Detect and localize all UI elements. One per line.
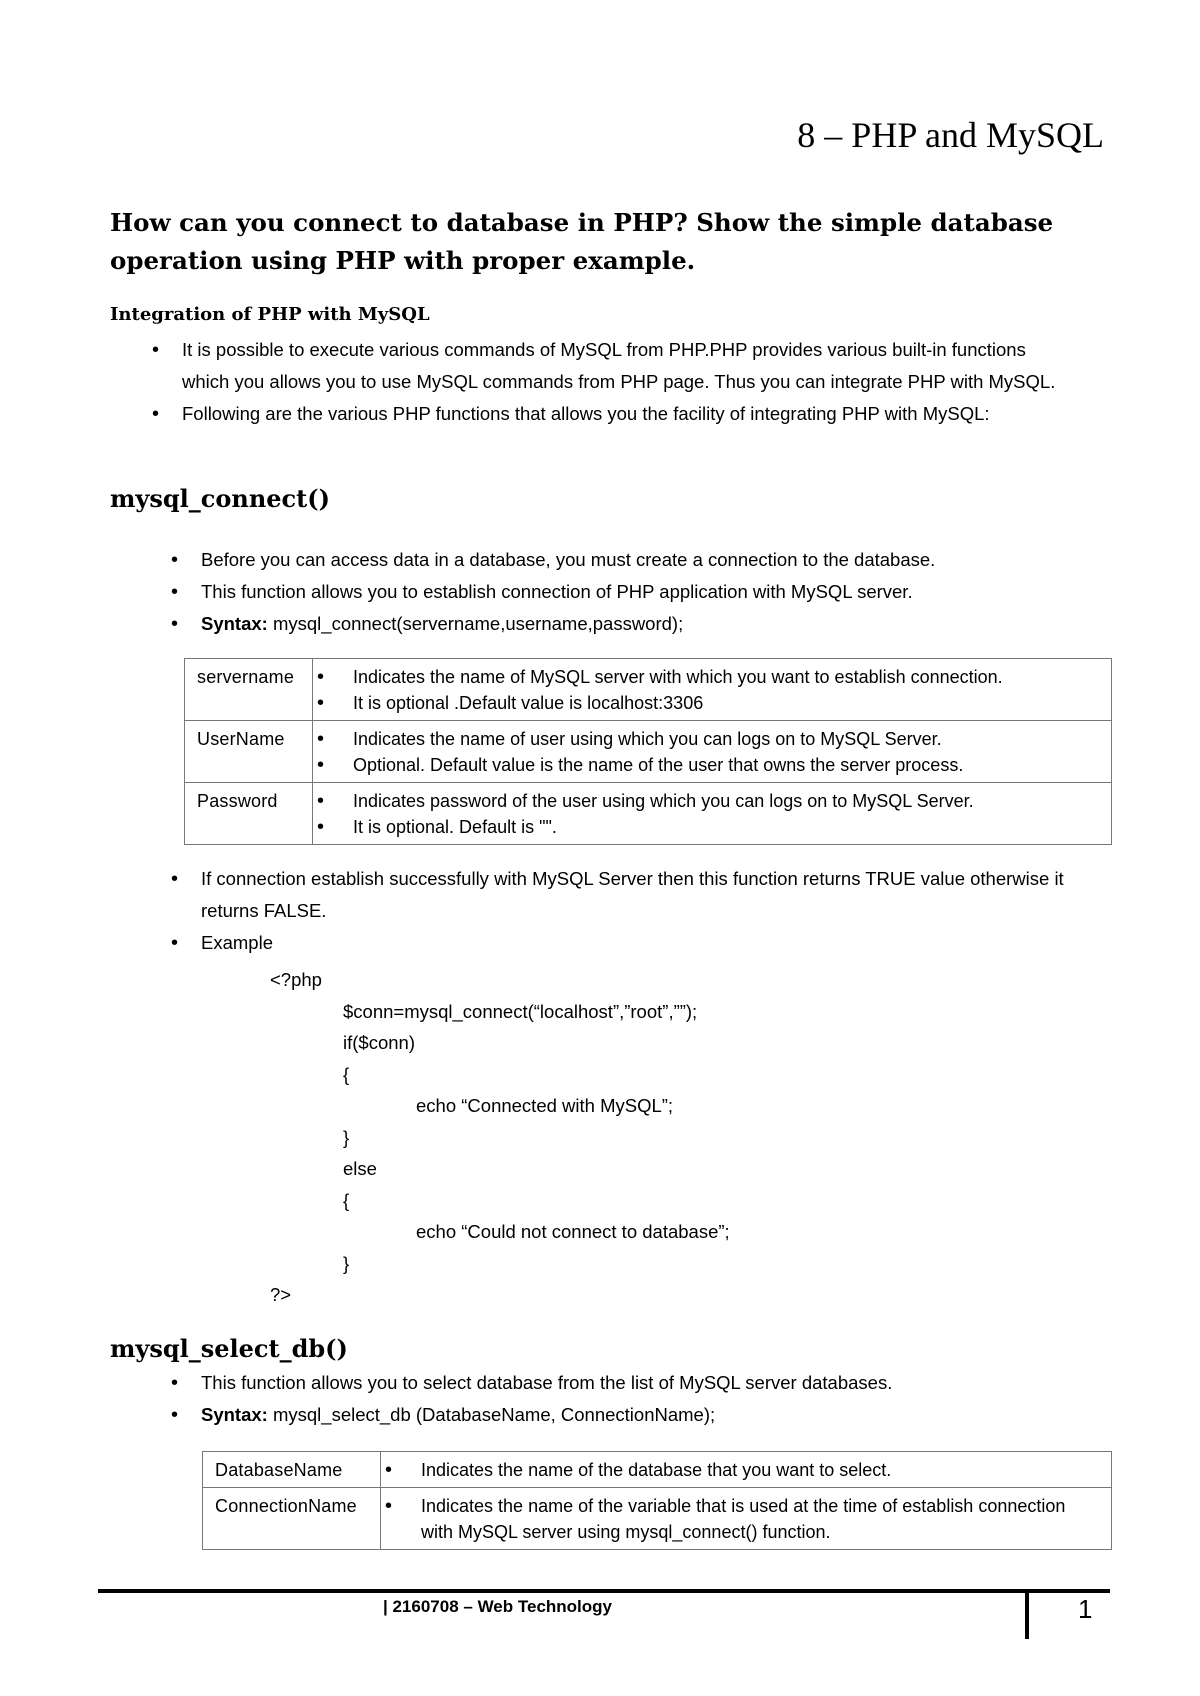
code-line: ?>	[270, 1284, 292, 1305]
syntax-label: Syntax:	[201, 1404, 268, 1425]
param-desc	[381, 1488, 1112, 1550]
integration-heading: Integration of PHP with MySQL	[110, 304, 430, 325]
mysql-select-db-heading: mysql_select_db()	[110, 1334, 348, 1363]
syntax-label: Syntax:	[201, 613, 268, 634]
list-item: • Optional. Default value is the name of the user that owns the server process.	[353, 752, 1101, 778]
param-name: UserName	[185, 721, 313, 783]
footer-course: | 2160708 – Web Technology	[383, 1597, 612, 1616]
syntax-item	[201, 608, 1081, 640]
code-line: echo “Connected with MySQL”;	[416, 1095, 674, 1116]
param-desc	[381, 1452, 1112, 1488]
mysql-connect-heading: mysql_connect()	[110, 484, 330, 513]
code-line: $conn=mysql_connect(“localhost”,”root”,””);	[343, 1001, 698, 1022]
code-line: echo “Could not connect to database”;	[416, 1221, 730, 1242]
code-line: if($conn)	[343, 1032, 415, 1053]
page-number: 1	[1078, 1594, 1093, 1624]
code-line: <?php	[270, 969, 322, 990]
list-item: • This function allows you to select database from the list of MySQL server databases.	[201, 1367, 1081, 1399]
list-item: • If connection establish successfully with MySQL Server then this function returns TRUE value otherwise it returns FALSE.	[201, 863, 1081, 927]
list-item: • This function allows you to establish connection of PHP application with MySQL server.	[201, 576, 1081, 608]
list-item: • Indicates the name of user using which you can logs on to MySQL Server.	[353, 726, 1101, 752]
connect-result-list	[201, 863, 1081, 959]
list-item: • Indicates the name of MySQL server with which you want to establish connection.	[353, 664, 1101, 690]
table-row	[185, 721, 1112, 783]
table-row	[203, 1488, 1112, 1550]
chapter-title: 8 – PHP and MySQL	[797, 115, 1104, 155]
connect-params-table	[184, 658, 1112, 845]
table-row	[203, 1452, 1112, 1488]
param-desc	[313, 783, 1112, 845]
syntax-value: mysql_connect(servername,username,password);	[267, 613, 684, 634]
list-item: • It is optional. Default is "".	[353, 814, 1101, 840]
list-item: • Indicates the name of the variable that is used at the time of establish connection with MySQL server using mysql_connect() function.	[421, 1493, 1101, 1545]
param-desc	[313, 659, 1112, 721]
footer-divider	[1025, 1589, 1029, 1639]
code-line: {	[343, 1064, 350, 1085]
mysql-connect-list	[201, 544, 1081, 640]
code-line: else	[343, 1158, 377, 1179]
table-row	[185, 783, 1112, 845]
param-name: ConnectionName	[203, 1488, 381, 1550]
list-item: • Following are the various PHP functions that allows you the facility of integrating PHP with MySQL:	[182, 398, 1072, 430]
code-line: {	[343, 1190, 350, 1211]
footer-rule	[98, 1589, 1110, 1593]
syntax-value: mysql_select_db (DatabaseName, ConnectionName);	[267, 1404, 716, 1425]
param-name: Password	[185, 783, 313, 845]
question-heading: How can you connect to database in PHP? Show the simple database operation using PHP with proper example.	[110, 208, 1054, 275]
select-db-params-table	[202, 1451, 1112, 1550]
param-name: DatabaseName	[203, 1452, 381, 1488]
table-row	[185, 659, 1112, 721]
param-name: servername	[185, 659, 313, 721]
code-line: }	[343, 1253, 350, 1274]
list-item: • Before you can access data in a database, you must create a connection to the database.	[201, 544, 1081, 576]
list-item: • Example	[201, 927, 1081, 959]
integration-list	[182, 334, 1072, 430]
list-item: • Indicates the name of the database that you want to select.	[421, 1457, 1101, 1483]
list-item: • It is optional .Default value is localhost:3306	[353, 690, 1101, 716]
mysql-select-db-list	[201, 1367, 1081, 1431]
syntax-item	[201, 1399, 1081, 1431]
param-desc	[313, 721, 1112, 783]
list-item: • Indicates password of the user using which you can logs on to MySQL Server.	[353, 788, 1101, 814]
list-item: • It is possible to execute various commands of MySQL from PHP.PHP provides various built-in functions which you allows you to use MySQL commands from PHP page. Thus you can integrate PHP with MySQL.	[182, 334, 1072, 398]
code-line: }	[343, 1127, 350, 1148]
